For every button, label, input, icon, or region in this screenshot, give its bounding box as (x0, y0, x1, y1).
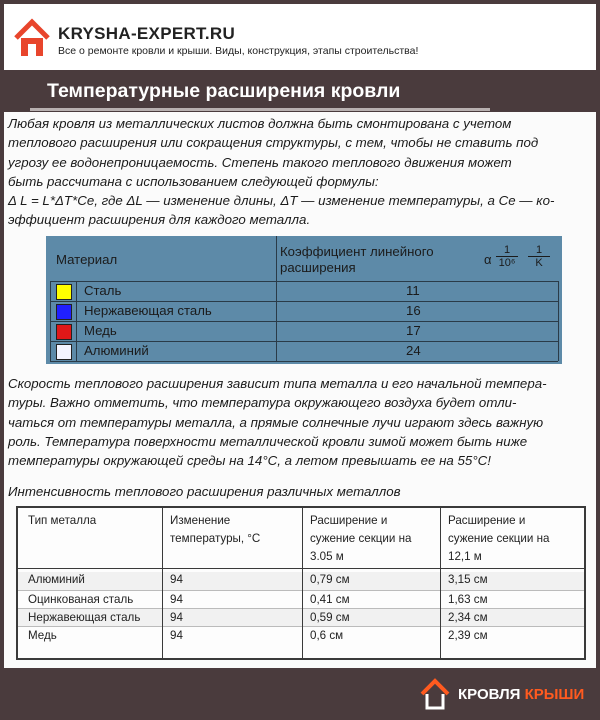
header-temp-change (170, 512, 260, 548)
text-line: быть рассчитана с использованием следующей формулы: (8, 173, 379, 189)
footer-brand[interactable] (458, 686, 584, 703)
header-metal-type: Тип металла (28, 514, 97, 527)
text-line: роль. Температура поверхности металлической кровли зимой может быть ниже (8, 433, 528, 449)
coefficient-value: 17 (406, 323, 421, 338)
temp-change-value: 94 (170, 573, 183, 586)
metal-name: Оцинкованая сталь (28, 593, 134, 606)
col-divider (440, 508, 441, 658)
brand-word-1: КРОВЛЯ (458, 686, 521, 703)
expansion-121-value: 3,15 см (448, 573, 488, 586)
thermal-expansion-table (16, 506, 586, 660)
metal-name: Нержавеющая сталь (28, 611, 141, 624)
col-divider (162, 508, 163, 658)
text-line: Δ L = L*ΔT*Ce, где ΔL — изменение длины, ΔT — изменение температуры, а Ce — ко- (8, 193, 555, 209)
brand-word-2: КРЫШИ (524, 686, 585, 703)
header-line: 3.05 м (310, 550, 344, 563)
house-logo-icon (14, 18, 50, 58)
footer-house-icon (420, 678, 450, 710)
table-row (50, 322, 558, 341)
header-line: сужение секции на (448, 532, 550, 545)
text-line: Любая кровля из металлических листов должна быть смонтирована с учетом (8, 116, 512, 131)
unit-formula (484, 242, 562, 278)
material-name: Медь (84, 323, 117, 338)
col-divider (558, 281, 559, 361)
text-line: теплового расширения или сокращения структуры, с тем, чтобы не ставить под (8, 135, 539, 151)
expansion-305-value: 0,79 см (310, 573, 350, 586)
title-bar (30, 76, 490, 111)
header-expansion-121 (448, 512, 549, 566)
expansion-121-value: 1,63 см (448, 593, 488, 606)
col-divider (302, 508, 303, 658)
header-line: 12,1 м (448, 550, 482, 563)
header-line: сужение секции на (310, 532, 412, 545)
row-background (18, 572, 584, 590)
text-line: температуры окружающей среды на 14°C, а летом превышать ее на 55°C! (8, 453, 491, 469)
text-line: эффициент расширения для каждого металла. (8, 212, 311, 228)
stainless-color-swatch (56, 304, 72, 320)
expansion-coefficient-table (46, 236, 562, 364)
page-title: Температурные расширения кровли (47, 80, 401, 102)
coefficient-value: 16 (406, 303, 421, 318)
coefficient-value: 24 (406, 343, 421, 358)
header-expansion-305 (310, 512, 411, 566)
expansion-305-value: 0,6 см (310, 629, 344, 642)
material-name: Сталь (84, 283, 122, 298)
temp-change-value: 94 (170, 593, 183, 606)
text-line: Скорость теплового расширения зависит типа металла и его начальной темпера- (8, 376, 547, 391)
metal-name: Медь (28, 629, 57, 642)
fraction-denominator: 10⁶ (496, 256, 518, 269)
header-line: Расширение и (448, 514, 526, 527)
material-header: Материал (56, 252, 118, 267)
fraction-denominator: K (528, 256, 550, 269)
material-name: Алюминий (84, 343, 149, 358)
header-line: Изменение (170, 514, 231, 527)
text-line: угрозу ее водонепроницаемость. Степень такого теплового движения может (8, 154, 512, 170)
steel-color-swatch (56, 284, 72, 300)
temp-change-value: 94 (170, 629, 183, 642)
aluminium-color-swatch (56, 344, 72, 360)
copper-color-swatch (56, 324, 72, 340)
table-row (50, 342, 558, 361)
row-divider (50, 361, 558, 362)
table-row (50, 302, 558, 321)
site-tagline: Все о ремонте кровли и крыши. Виды, конструкция, этапы строительства! (58, 45, 419, 57)
coefficient-value: 11 (406, 283, 420, 298)
table-caption: Интенсивность теплового расширения различных металлов (8, 484, 401, 499)
expansion-121-value: 2,39 см (448, 629, 488, 642)
text-line: туры. Важно отметить, что температура окружающего воздуха будет отли- (8, 395, 517, 411)
expansion-121-value: 2,34 см (448, 611, 488, 624)
fraction-numerator: 1 (535, 244, 543, 256)
temp-change-value: 94 (170, 611, 183, 624)
site-name[interactable]: KRYSHA-EXPERT.RU (58, 24, 236, 43)
second-paragraph (8, 374, 592, 470)
header-line: температуры, °C (170, 532, 261, 545)
intro-paragraph (8, 114, 592, 230)
content-panel (4, 112, 596, 668)
header-line: Расширение и (310, 514, 388, 527)
site-header (4, 4, 596, 70)
row-divider (18, 568, 584, 569)
fraction-1 (496, 244, 518, 269)
expansion-305-value: 0,41 см (310, 593, 350, 606)
metal-name: Алюминий (28, 573, 85, 586)
expansion-305-value: 0,59 см (310, 611, 350, 624)
table-row (50, 282, 558, 301)
text-line: чаться от температуры металла, а прямые солнечные лучи играют здесь важную (8, 414, 544, 430)
coefficient-header: Коэффициент линейного расширения (280, 244, 434, 275)
fraction-numerator: 1 (503, 244, 511, 256)
material-name: Нержавеющая сталь (84, 303, 212, 318)
alpha-symbol: α (484, 252, 492, 267)
fraction-2 (528, 244, 550, 269)
